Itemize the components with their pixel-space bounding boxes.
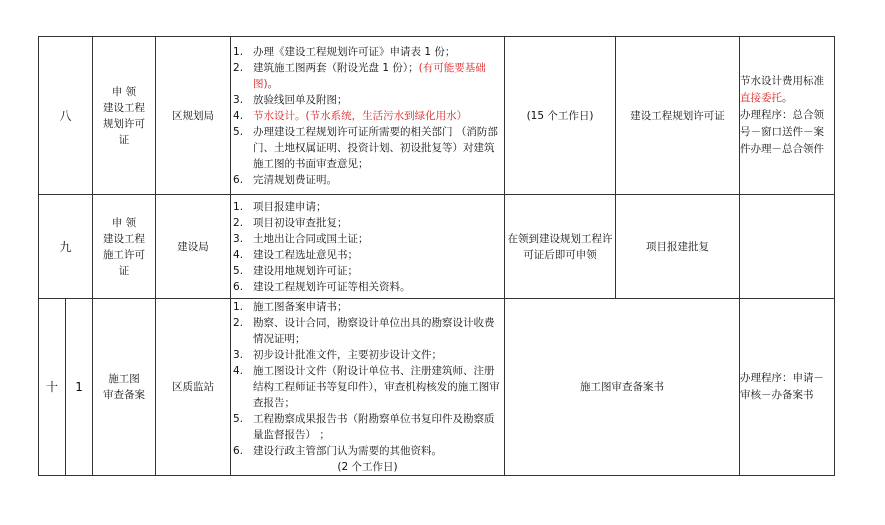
department: 建设局 [156, 195, 231, 299]
text-segment: 建筑施工图两套（附设光盘 1 份）； [253, 61, 419, 74]
material-item [231, 108, 504, 124]
text-segment: 办理程序：申请－审核－办备案书 [740, 372, 825, 401]
materials-cell [231, 195, 505, 299]
item-number: 5. [233, 413, 244, 425]
item-number: 1. [233, 45, 244, 58]
material-item [231, 92, 504, 108]
material-item [231, 363, 504, 411]
item-number: 1. [233, 301, 244, 313]
row-number: 九 [39, 195, 93, 299]
item-name: 施工图 审查备案 [93, 299, 156, 476]
department: 区质监站 [156, 299, 231, 476]
material-item [231, 247, 504, 263]
row-number: 十 [39, 299, 66, 476]
result-document: 建设工程规划许可证 [616, 37, 740, 195]
highlighted-text: (有可能要基础图) [253, 61, 486, 90]
material-item [231, 124, 504, 172]
procedure-table [38, 36, 835, 476]
text-segment: 勘察、设计合同，勘察设计单位出具的勘察设计收费情况证明； [253, 317, 495, 345]
material-item [231, 44, 504, 60]
item-number: 2. [233, 216, 244, 229]
text-segment: 完清规划费证明。 [253, 173, 338, 186]
row-number: 八 [39, 37, 93, 195]
material-item [231, 215, 504, 231]
department: 区规划局 [156, 37, 231, 195]
material-item [231, 231, 504, 247]
text-segment: 办理《建设工程规划许可证》申请表 1 份； [253, 45, 456, 58]
text-segment: 土地出让合同或国土证； [253, 232, 369, 245]
text-segment: 建设工程选址意见书； [253, 248, 359, 261]
highlighted-text: 直接委托 [740, 92, 783, 104]
material-item [231, 411, 504, 443]
material-item [231, 443, 504, 459]
text-segment: 办理建设工程规划许可证所需要的相关部门 （消防部门、土地权属证明、投资计划、初设批复等）对建筑施工图的书面审查意见； [253, 125, 498, 170]
material-item [231, 60, 504, 92]
material-item [231, 199, 504, 215]
item-number: 3. [233, 349, 244, 361]
item-number: 2. [233, 317, 244, 329]
table-row [39, 299, 835, 476]
result-document: 施工图审查备案书 [505, 299, 740, 476]
table-row [39, 195, 835, 299]
text-segment: 项目初设审查批复； [253, 216, 348, 229]
material-item [231, 315, 504, 347]
text-segment: 节水设计费用标准 [740, 75, 825, 87]
item-number: 1. [233, 200, 244, 213]
item-number: 5. [233, 125, 244, 138]
text-segment: 办理程序：总合领号－窗口送件－案件办理－总合领件 [740, 109, 825, 155]
item-number: 4. [233, 248, 244, 261]
highlighted-text: 节水设计。(节水系统，生活污水到绿化用水） [253, 109, 468, 122]
row-subnumber: 1 [66, 299, 93, 476]
material-item [231, 263, 504, 279]
item-number: 5. [233, 264, 244, 277]
item-number: 3. [233, 93, 244, 106]
item-number: 2. [233, 61, 244, 74]
material-item [231, 279, 504, 295]
text-segment: 建设行政主管部门认为需要的其他资料。 [253, 445, 443, 457]
processing-time: (2 个工作日) [337, 461, 398, 473]
processing-time: (15 个工作日) [505, 37, 616, 195]
text-segment: 建设工程规划许可证等相关资料。 [253, 280, 411, 293]
item-number: 6. [233, 173, 244, 186]
text-segment: 工程勘察成果报告书（附勘察单位书复印件及勘察质量监督报告） ； [253, 413, 495, 441]
materials-cell [231, 37, 505, 195]
result-document: 项目报建批复 [616, 195, 740, 299]
processing-time: 在领到建设规划工程许可证后即可申领 [505, 195, 616, 299]
material-item [231, 299, 504, 315]
note-cell [740, 37, 835, 195]
text-segment: 施工图备案申请书； [253, 301, 348, 313]
item-name: 申 领 建设工程 施工许可 证 [93, 195, 156, 299]
note-cell [740, 195, 835, 299]
text-segment: 施工图设计文件（附设计单位书、注册建筑师、注册结构工程师证书等复印件），审查机构核发的施工图审查报告； [253, 365, 500, 409]
text-segment: 项目报建申请； [253, 200, 327, 213]
text-segment: 建设用地规划许可证； [253, 264, 359, 277]
item-number: 6. [233, 445, 244, 457]
table-row [39, 37, 835, 195]
item-number: 4. [233, 109, 244, 122]
text-segment: 初步设计批准文件，主要初步设计文件； [253, 349, 443, 361]
material-item [231, 172, 504, 188]
material-item [231, 347, 504, 363]
item-number: 3. [233, 232, 244, 245]
item-name: 申 领 建设工程 规划许可 证 [93, 37, 156, 195]
text-segment: 。 [267, 77, 279, 90]
materials-cell [231, 299, 505, 476]
item-number: 4. [233, 365, 244, 377]
text-segment: 。 [782, 92, 793, 104]
item-number: 6. [233, 280, 244, 293]
text-segment: 放验线回单及附图； [253, 93, 348, 106]
note-cell [740, 299, 835, 476]
